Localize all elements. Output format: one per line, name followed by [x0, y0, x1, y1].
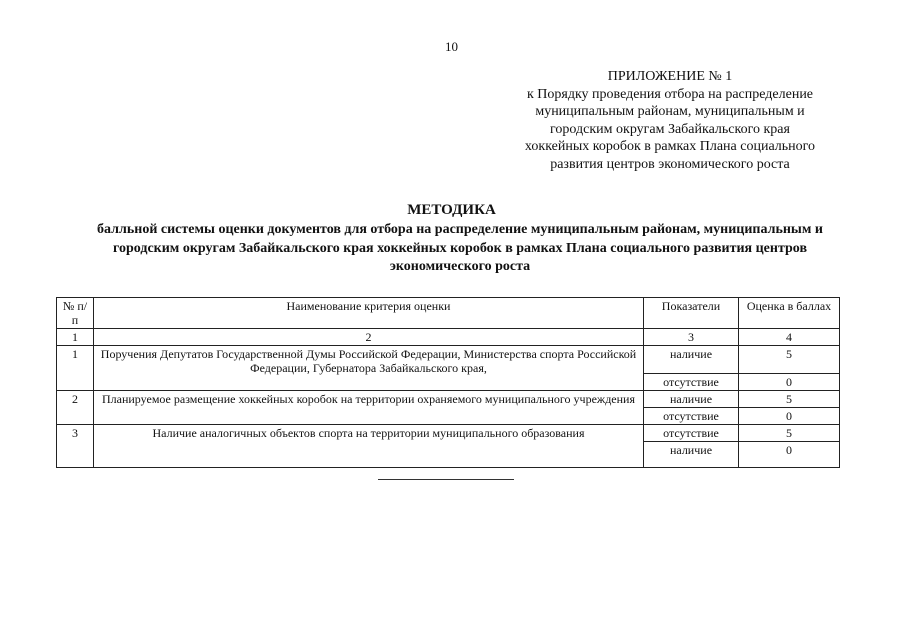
- table-row: [57, 425, 840, 442]
- header-indicators: Показатели: [644, 298, 739, 329]
- row-number: 1: [57, 346, 94, 391]
- criterion-text: Планируемое размещение хоккейных коробок на территории охраняемого муниципального учреждения: [94, 391, 644, 425]
- header-criterion: Наименование критерия оценки: [94, 298, 644, 329]
- row-number: 3: [57, 425, 94, 468]
- indicator-score: 5: [739, 425, 840, 442]
- indicator-label: наличие: [644, 391, 739, 408]
- appendix-line: развития центров экономического роста: [550, 156, 790, 172]
- table-row: [57, 346, 840, 374]
- indicator-label: отсутствие: [644, 425, 739, 442]
- document-title: МЕТОДИКА: [407, 202, 496, 218]
- indicator-score: 5: [739, 391, 840, 408]
- appendix-block: [470, 68, 870, 173]
- criteria-table: [56, 297, 840, 468]
- table-row: [57, 391, 840, 408]
- row-number: 2: [57, 391, 94, 425]
- column-number: 2: [94, 329, 644, 346]
- table-header-row: [57, 298, 840, 329]
- appendix-line: хоккейных коробок в рамках Плана социального: [524, 139, 816, 154]
- end-divider: [378, 479, 514, 480]
- indicator-label: наличие: [644, 442, 739, 468]
- subtitle-line: балльной системы оценки документов для отбора на распределение муниципальным районам, муниципальным и: [97, 222, 823, 237]
- criterion-text: Наличие аналогичных объектов спорта на территории муниципального образования: [94, 425, 644, 468]
- column-number: 3: [644, 329, 739, 346]
- subtitle-line: городским округам Забайкальского края хоккейных коробок в рамках Плана социального развития центров: [112, 240, 808, 256]
- indicator-label: отсутствие: [644, 408, 739, 425]
- header-score: Оценка в баллах: [739, 298, 840, 329]
- indicator-label: наличие: [644, 346, 739, 374]
- document-subtitle: [40, 221, 880, 277]
- column-number-row: [57, 329, 840, 346]
- criterion-text: Поручения Депутатов Государственной Думы Российской Федерации, Министерства спорта Российской Федерации, Губернатора Забайкальского края,: [94, 346, 644, 391]
- subtitle-line: экономического роста: [389, 259, 531, 274]
- indicator-score: 0: [739, 442, 840, 468]
- page-number: 10: [445, 39, 458, 54]
- indicator-score: 5: [739, 346, 840, 374]
- indicator-score: 0: [739, 408, 840, 425]
- appendix-line: городским округам Забайкальского края: [550, 121, 790, 137]
- indicator-score: 0: [739, 374, 840, 391]
- appendix-line: муниципальным районам, муниципальным и: [535, 104, 805, 119]
- column-number: 1: [57, 329, 94, 346]
- header-number: № п/п: [57, 298, 94, 329]
- column-number: 4: [739, 329, 840, 346]
- appendix-line: к Порядку проведения отбора на распределение: [526, 86, 814, 102]
- indicator-label: отсутствие: [644, 374, 739, 391]
- appendix-title: ПРИЛОЖЕНИЕ № 1: [607, 69, 733, 84]
